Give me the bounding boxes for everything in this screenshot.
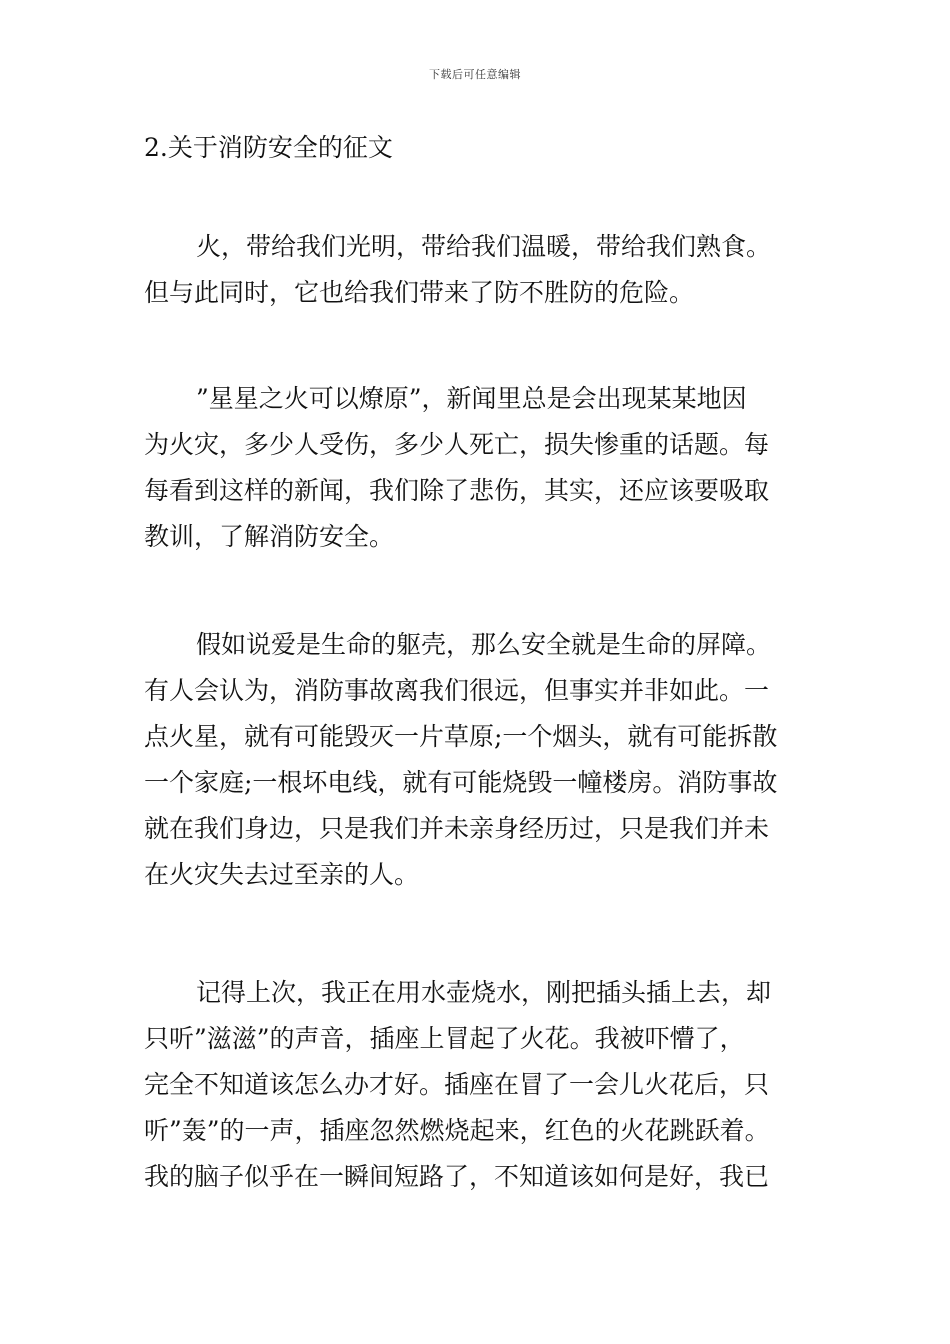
paragraph-line: 我的脑子似乎在一瞬间短路了，不知道该如何是好，我已 — [144, 1162, 770, 1191]
paragraph-3 — [144, 622, 834, 898]
paragraph-line: 为火灾，多少人受伤，多少人死亡，损失惨重的话题。每 — [144, 430, 770, 459]
paragraph-line: 在火灾失去过至亲的人。 — [144, 860, 420, 889]
paragraph-line: 记得上次，我正在用水壶烧水，刚把插头插上去，却 — [196, 978, 772, 1007]
document-title: 2.关于消防安全的征文 — [144, 133, 393, 162]
paragraph-line: 每看到这样的新闻，我们除了悲伤，其实，还应该要吸取 — [144, 476, 770, 505]
paragraph-line: 但与此同时，它也给我们带来了防不胜防的危险。 — [144, 278, 695, 307]
paragraph-line: ”星星之火可以燎原”，新闻里总是会出现某某地因 — [196, 384, 747, 413]
paragraph-line: 就在我们身边，只是我们并未亲身经历过，只是我们并未 — [144, 814, 770, 843]
paragraph-line: 只听”滋滋”的声音，插座上冒起了火花。我被吓懵了， — [144, 1024, 745, 1053]
paragraph-line: 一个家庭;一根坏电线，就有可能烧毁一幢楼房。消防事故 — [144, 768, 778, 797]
paragraph-4 — [144, 970, 834, 1200]
paragraph-line: 教训，了解消防安全。 — [144, 522, 395, 551]
paragraph-line: 点火星，就有可能毁灭一片草原;一个烟头，就有可能拆散 — [144, 722, 778, 751]
paragraph-line: 火，带给我们光明，带给我们温暖，带给我们熟食。 — [196, 232, 772, 261]
paragraph-2 — [144, 376, 834, 560]
paragraph-line: 完全不知道该怎么办才好。插座在冒了一会儿火花后，只 — [144, 1070, 770, 1099]
paragraph-line: 假如说爱是生命的躯壳，那么安全就是生命的屏障。 — [196, 630, 772, 659]
header-note: 下载后可任意编辑 — [429, 68, 521, 81]
paragraph-line: 听”轰”的一声，插座忽然燃烧起来，红色的火花跳跃着。 — [144, 1116, 770, 1145]
paragraph-1 — [144, 224, 834, 316]
paragraph-line: 有人会认为，消防事故离我们很远，但事实并非如此。一 — [144, 676, 770, 705]
